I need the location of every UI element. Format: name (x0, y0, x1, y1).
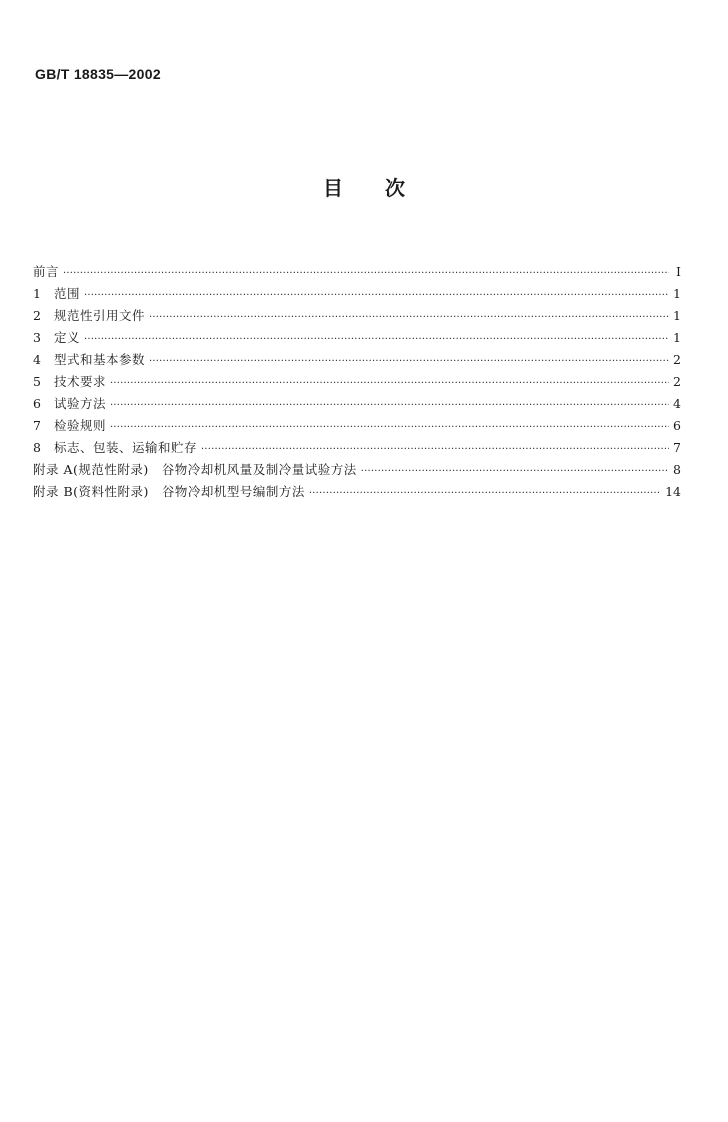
dot-leader (149, 354, 669, 370)
toc-entry-page-number: 6 (673, 418, 681, 433)
toc-entry-page-number: 1 (673, 286, 681, 301)
toc-entry-label: 范围 (54, 286, 81, 301)
toc-entry[interactable] (33, 374, 681, 396)
toc-entry-page-number: 4 (673, 396, 681, 411)
toc-entry[interactable] (33, 484, 681, 506)
toc-entry-number: 4 (33, 352, 41, 367)
toc-entry-page-number: 1 (673, 330, 681, 345)
toc-entry[interactable] (33, 286, 681, 308)
toc-entry-page-number: 8 (673, 462, 681, 477)
toc-entry-page-number: 2 (673, 352, 681, 367)
toc-entry-number: 6 (33, 396, 41, 411)
dot-leader (63, 266, 669, 282)
toc-entry-number: 8 (33, 440, 41, 455)
toc-entry-label: 附录 A(规范性附录) 谷物冷却机风量及制冷量试验方法 (33, 462, 357, 477)
toc-entry-label: 规范性引用文件 (54, 308, 146, 323)
dot-leader (149, 310, 669, 326)
dot-leader (84, 332, 669, 348)
dot-leader (110, 398, 669, 414)
toc-entry[interactable] (33, 462, 681, 484)
document-code: GB/T 18835—2002 (35, 66, 161, 82)
toc-entry-label: 型式和基本参数 (54, 352, 146, 367)
toc-entry-number: 5 (33, 374, 41, 389)
dot-leader (361, 464, 669, 480)
toc-entry-label: 定义 (54, 330, 81, 345)
toc-entry-number: 3 (33, 330, 41, 345)
toc-entry-page-number: 7 (673, 440, 681, 455)
toc-entry[interactable] (33, 352, 681, 374)
table-of-contents (33, 264, 681, 506)
toc-entry-page-number: I (676, 264, 681, 279)
toc-entry-label: 技术要求 (54, 374, 107, 389)
toc-entry-number: 2 (33, 308, 41, 323)
toc-title: 目次 (323, 176, 447, 200)
toc-entry-page-number: 1 (673, 308, 681, 323)
toc-entry[interactable] (33, 440, 681, 462)
toc-entry-label: 试验方法 (54, 396, 107, 411)
toc-entry-label: 标志、包装、运输和贮存 (54, 440, 198, 455)
toc-entry[interactable] (33, 418, 681, 440)
toc-entry-label: 检验规则 (54, 418, 107, 433)
dot-leader (84, 288, 669, 304)
toc-entry-label: 前言 (33, 264, 60, 279)
toc-entry-page-number: 14 (665, 484, 681, 499)
toc-entry-number: 1 (33, 286, 41, 301)
toc-entry-page-number: 2 (673, 374, 681, 389)
dot-leader (110, 420, 669, 436)
toc-entry-number: 7 (33, 418, 41, 433)
dot-leader (110, 376, 669, 392)
dot-leader (309, 486, 661, 502)
toc-entry[interactable] (33, 308, 681, 330)
toc-entry-label: 附录 B(资料性附录) 谷物冷却机型号编制方法 (33, 484, 305, 499)
toc-entry[interactable] (33, 396, 681, 418)
toc-entry[interactable] (33, 264, 681, 286)
toc-entry[interactable] (33, 330, 681, 352)
dot-leader (201, 442, 669, 458)
